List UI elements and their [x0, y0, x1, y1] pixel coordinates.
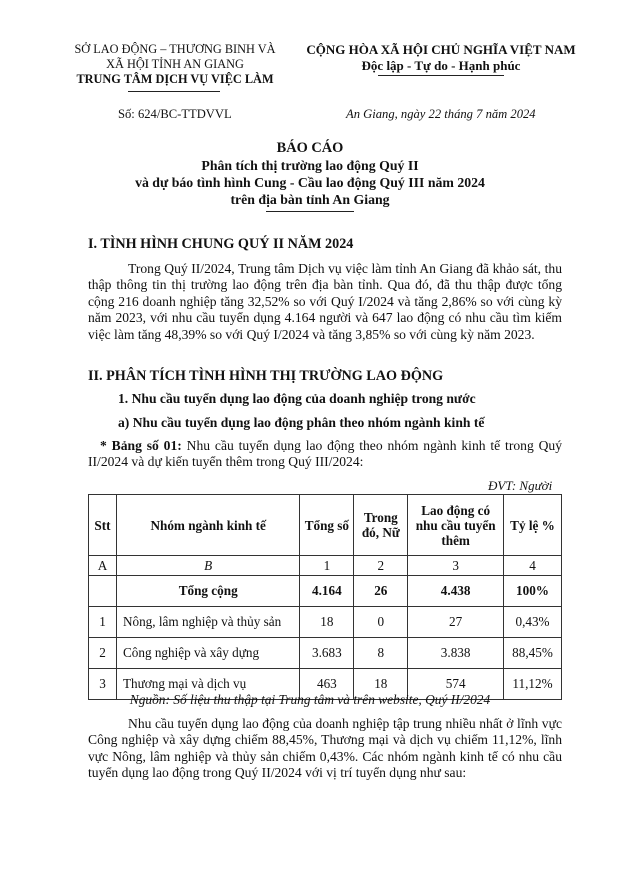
table-cell: Thương mại và dịch vụ	[116, 669, 299, 700]
table-cell: 3	[89, 669, 117, 700]
agency-line-2: XÃ HỘI TỈNH AN GIANG	[106, 57, 244, 71]
table-cell: 18	[354, 669, 408, 700]
col-header-stt: Stt	[89, 495, 117, 556]
table-row	[89, 638, 562, 669]
table-cell	[89, 576, 117, 607]
report-title-line-3: trên địa bàn tỉnh An Giang	[230, 192, 390, 207]
col-header-ratio: Tỷ lệ %	[504, 495, 562, 556]
table-cell: Tổng cộng	[116, 576, 299, 607]
table-cell: 88,45%	[504, 638, 562, 669]
table-cell: 100%	[504, 576, 562, 607]
table-cell: 2	[354, 556, 408, 576]
col-header-additional-demand: Lao động có nhu cầu tuyển thêm	[408, 495, 504, 556]
table-cell: 463	[300, 669, 354, 700]
report-title-line-1: Phân tích thị trường lao động Quý II	[201, 158, 419, 173]
table-total-row	[89, 576, 562, 607]
table-index-row	[89, 556, 562, 576]
table-cell: 2	[89, 638, 117, 669]
table-cell: 3	[408, 556, 504, 576]
title-underline	[266, 211, 354, 212]
table-caption-text: Nhu cầu tuyển dụng lao động theo nhóm ngành kinh tế trong Quý II/2024 và dự kiến tuyển thêm trong Quý III/2024:	[88, 438, 563, 470]
section-1-text: Trong Quý II/2024, Trung tâm Dịch vụ việc làm tỉnh An Giang đã khảo sát, thu thập thông tin thị trường lao động trên địa bàn tỉnh. Qua đó, đã thu thập được tổng cộng 216 doanh nghiệp tăng 32,52% so với Quý I/2024 và tăng 2,86% so với cùng kỳ năm 2023, với nhu cầu tuyển dụng 4.164 người và 647 lao động có nhu cầu tìm kiếm việc làm tăng 48,39% so với Quý I/2024 và tăng 3,85% so với cùng kỳ năm 2023.	[88, 261, 562, 342]
agency-line-3: TRUNG TÂM DỊCH VỤ VIỆC LÀM	[76, 72, 274, 86]
col-header-sector: Nhóm ngành kinh tế	[116, 495, 299, 556]
table-cell: 0,43%	[504, 607, 562, 638]
source-note: Nguồn: Số liệu thu thập tại Trung tâm và trên website, Quý II/2024	[129, 692, 491, 707]
nation-underline	[378, 75, 504, 76]
table-cell: 4	[504, 556, 562, 576]
table-cell: 27	[408, 607, 504, 638]
closing-text: Nhu cầu tuyển dụng lao động của doanh nghiệp tập trung nhiều nhất ở lĩnh vực Công nghiệp và xây dựng chiếm 88,45%, Thương mại và dịch vụ chiếm 11,12%, lĩnh vực Nông, lâm nghiệp và thủy sản chiếm 0,43%. Các nhóm ngành kinh tế có nhu cầu tuyển dụng lao động trong Quý II/2024 với vị trí tuyển dụng như sau:	[88, 716, 562, 781]
table-row	[89, 607, 562, 638]
table-cell: 574	[408, 669, 504, 700]
section-1-paragraph	[88, 261, 562, 343]
col-header-female: Trong đó, Nữ	[354, 495, 408, 556]
table-cell: A	[89, 556, 117, 576]
report-label: BÁO CÁO	[276, 140, 344, 156]
table-cell: 26	[354, 576, 408, 607]
report-title-line-2: và dự báo tình hình Cung - Cầu lao động Quý III năm 2024	[135, 175, 485, 190]
labor-demand-table	[88, 494, 562, 700]
subsection-1-heading: 1. Nhu cầu tuyển dụng lao động của doanh nghiệp trong nước	[118, 391, 476, 406]
table-caption-label: * Bảng số 01:	[100, 438, 182, 453]
table-cell: Công nghiệp và xây dựng	[116, 638, 299, 669]
agency-line-1: SỞ LAO ĐỘNG – THƯƠNG BINH VÀ	[74, 42, 276, 56]
nation-line-1: CỘNG HÒA XÃ HỘI CHỦ NGHĨA VIỆT NAM	[306, 42, 576, 57]
agency-underline	[128, 91, 220, 92]
table-cell: 11,12%	[504, 669, 562, 700]
national-header	[300, 42, 582, 73]
table-cell: 1	[300, 556, 354, 576]
section-1-heading: I. TÌNH HÌNH CHUNG QUÝ II NĂM 2024	[88, 236, 354, 252]
subsection-1a-heading: a) Nhu cầu tuyển dụng lao động phân theo nhóm ngành kinh tế	[118, 415, 485, 430]
table-caption	[88, 438, 562, 471]
table-cell: B	[116, 556, 299, 576]
nation-line-2: Độc lập - Tự do - Hạnh phúc	[361, 57, 521, 73]
col-header-total: Tổng số	[300, 495, 354, 556]
table-cell: 1	[89, 607, 117, 638]
table-cell: 0	[354, 607, 408, 638]
unit-label: ĐVT: Người	[488, 478, 553, 493]
table-cell: 3.683	[300, 638, 354, 669]
section-2-heading: II. PHÂN TÍCH TÌNH HÌNH THỊ TRƯỜNG LAO ĐỘNG	[88, 368, 444, 384]
table-cell: 8	[354, 638, 408, 669]
document-number: Số: 624/BC-TTDVVL	[118, 107, 232, 121]
issuing-agency	[60, 42, 290, 87]
table-cell: 18	[300, 607, 354, 638]
table-cell: 4.164	[300, 576, 354, 607]
table-cell: 4.438	[408, 576, 504, 607]
table-header-row	[89, 495, 562, 556]
closing-paragraph	[88, 716, 562, 782]
table-cell: Nông, lâm nghiệp và thủy sản	[116, 607, 299, 638]
table-cell: 3.838	[408, 638, 504, 669]
place-date: An Giang, ngày 22 tháng 7 năm 2024	[346, 107, 536, 121]
